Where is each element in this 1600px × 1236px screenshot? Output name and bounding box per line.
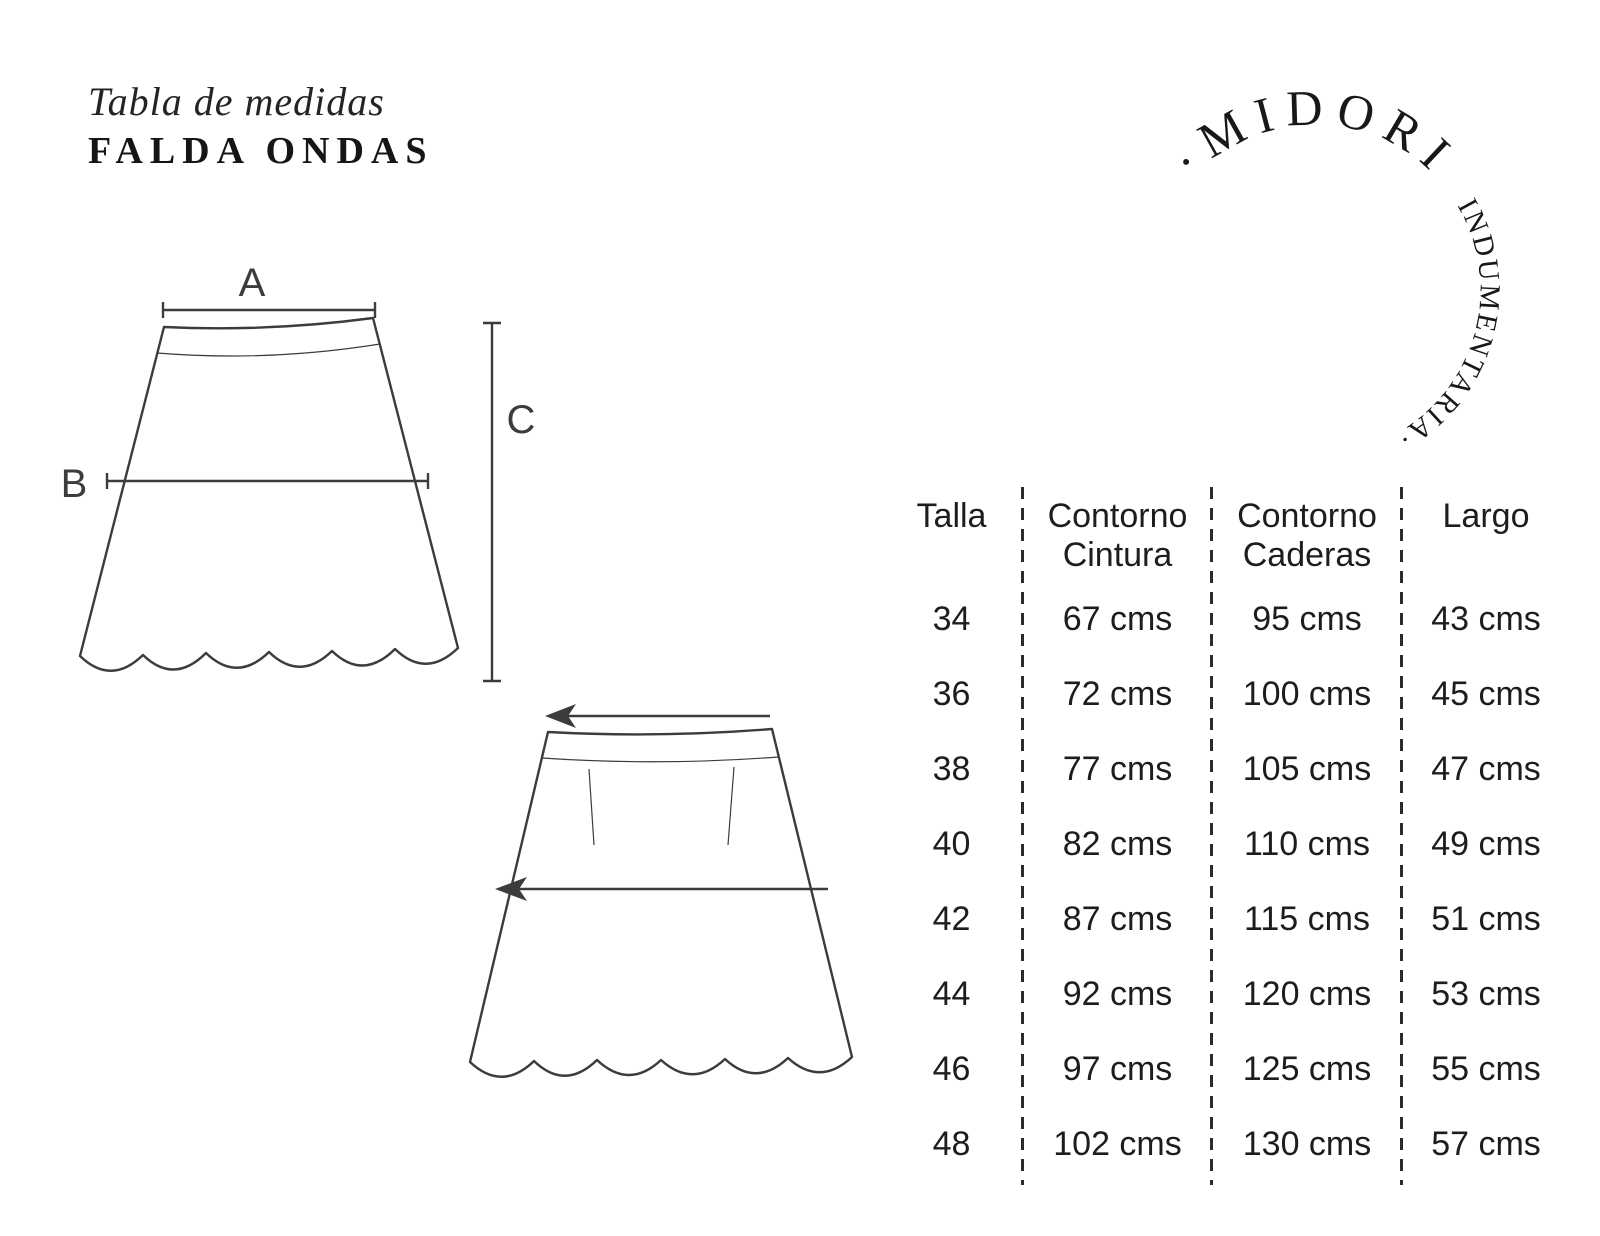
product-title: FALDA ONDAS xyxy=(88,130,434,172)
cell-caderas: 110 cms xyxy=(1244,825,1370,863)
cell-largo: 53 cms xyxy=(1431,975,1541,1013)
cell-largo: 49 cms xyxy=(1431,825,1541,863)
skirt-back-waistband-seam xyxy=(542,757,778,762)
cell-cintura: 92 cms xyxy=(1062,975,1173,1013)
table-header-row xyxy=(880,488,1570,575)
skirt-back-drawing xyxy=(470,704,852,1077)
sheet-subtitle: Tabla de medidas xyxy=(88,79,385,124)
cell-cintura: 67 cms xyxy=(1062,600,1173,638)
dart-left xyxy=(589,769,594,845)
cell-largo: 57 cms xyxy=(1431,1125,1541,1163)
dart-right xyxy=(728,767,734,845)
cell-cintura: 77 cms xyxy=(1062,750,1173,788)
cell-talla: 38 xyxy=(932,750,971,788)
cell-caderas: 105 cms xyxy=(1242,750,1372,788)
header-contorno-cintura: Contorno Cintura xyxy=(1047,497,1188,574)
header-largo: Largo xyxy=(1442,497,1530,535)
cell-largo: 51 cms xyxy=(1431,900,1541,938)
waist-arrow xyxy=(545,704,770,728)
table-row xyxy=(880,1107,1570,1182)
cell-cintura: 87 cms xyxy=(1062,900,1173,938)
measure-c-label: C xyxy=(506,398,536,442)
table-body xyxy=(880,582,1570,1182)
measure-a-label: A xyxy=(238,261,266,305)
hip-arrow xyxy=(495,877,828,901)
brand-logo-primary-text: ·MIDORI xyxy=(1160,79,1469,188)
cell-cintura: 97 cms xyxy=(1062,1050,1173,1088)
cell-largo: 55 cms xyxy=(1431,1050,1541,1088)
cell-caderas: 115 cms xyxy=(1244,900,1370,938)
cell-caderas: 95 cms xyxy=(1252,600,1362,638)
cell-cintura: 72 cms xyxy=(1062,675,1173,713)
skirt-front-drawing xyxy=(61,261,536,681)
cell-caderas: 125 cms xyxy=(1242,1050,1372,1088)
skirt-back-outline xyxy=(470,729,852,1077)
measure-b xyxy=(107,473,428,489)
cell-caderas: 120 cms xyxy=(1242,975,1372,1013)
cell-talla: 46 xyxy=(932,1050,971,1088)
cell-cintura: 82 cms xyxy=(1062,825,1173,863)
skirt-front-waistband-seam xyxy=(157,344,380,356)
cell-talla: 34 xyxy=(932,600,971,638)
cell-largo: 43 cms xyxy=(1431,600,1541,638)
skirt-front-outline xyxy=(80,318,458,671)
cell-talla: 44 xyxy=(932,975,971,1013)
measure-a xyxy=(163,302,375,318)
cell-largo: 47 cms xyxy=(1431,750,1541,788)
cell-talla: 42 xyxy=(932,900,971,938)
cell-caderas: 130 cms xyxy=(1242,1125,1372,1163)
table-row xyxy=(880,957,1570,1032)
cell-largo: 45 cms xyxy=(1431,675,1541,713)
table-row xyxy=(880,1032,1570,1107)
cell-caderas: 100 cms xyxy=(1242,675,1372,713)
table-row xyxy=(880,882,1570,957)
cell-cintura: 102 cms xyxy=(1053,1125,1182,1163)
table-row xyxy=(880,732,1570,807)
table-row xyxy=(880,807,1570,882)
brand-logo xyxy=(1161,79,1506,456)
table-row xyxy=(880,657,1570,732)
cell-talla: 48 xyxy=(932,1125,971,1163)
cell-talla: 40 xyxy=(932,825,971,863)
cell-talla: 36 xyxy=(932,675,971,713)
header-talla: Talla xyxy=(916,497,987,535)
measurement-table xyxy=(880,488,1570,1188)
brand-logo-secondary-text: INDUMENTARIA· xyxy=(1390,193,1506,457)
measure-b-label: B xyxy=(60,462,88,506)
header-contorno-caderas: Contorno Caderas xyxy=(1237,497,1377,574)
measure-c xyxy=(483,323,501,681)
table-row xyxy=(880,582,1570,657)
